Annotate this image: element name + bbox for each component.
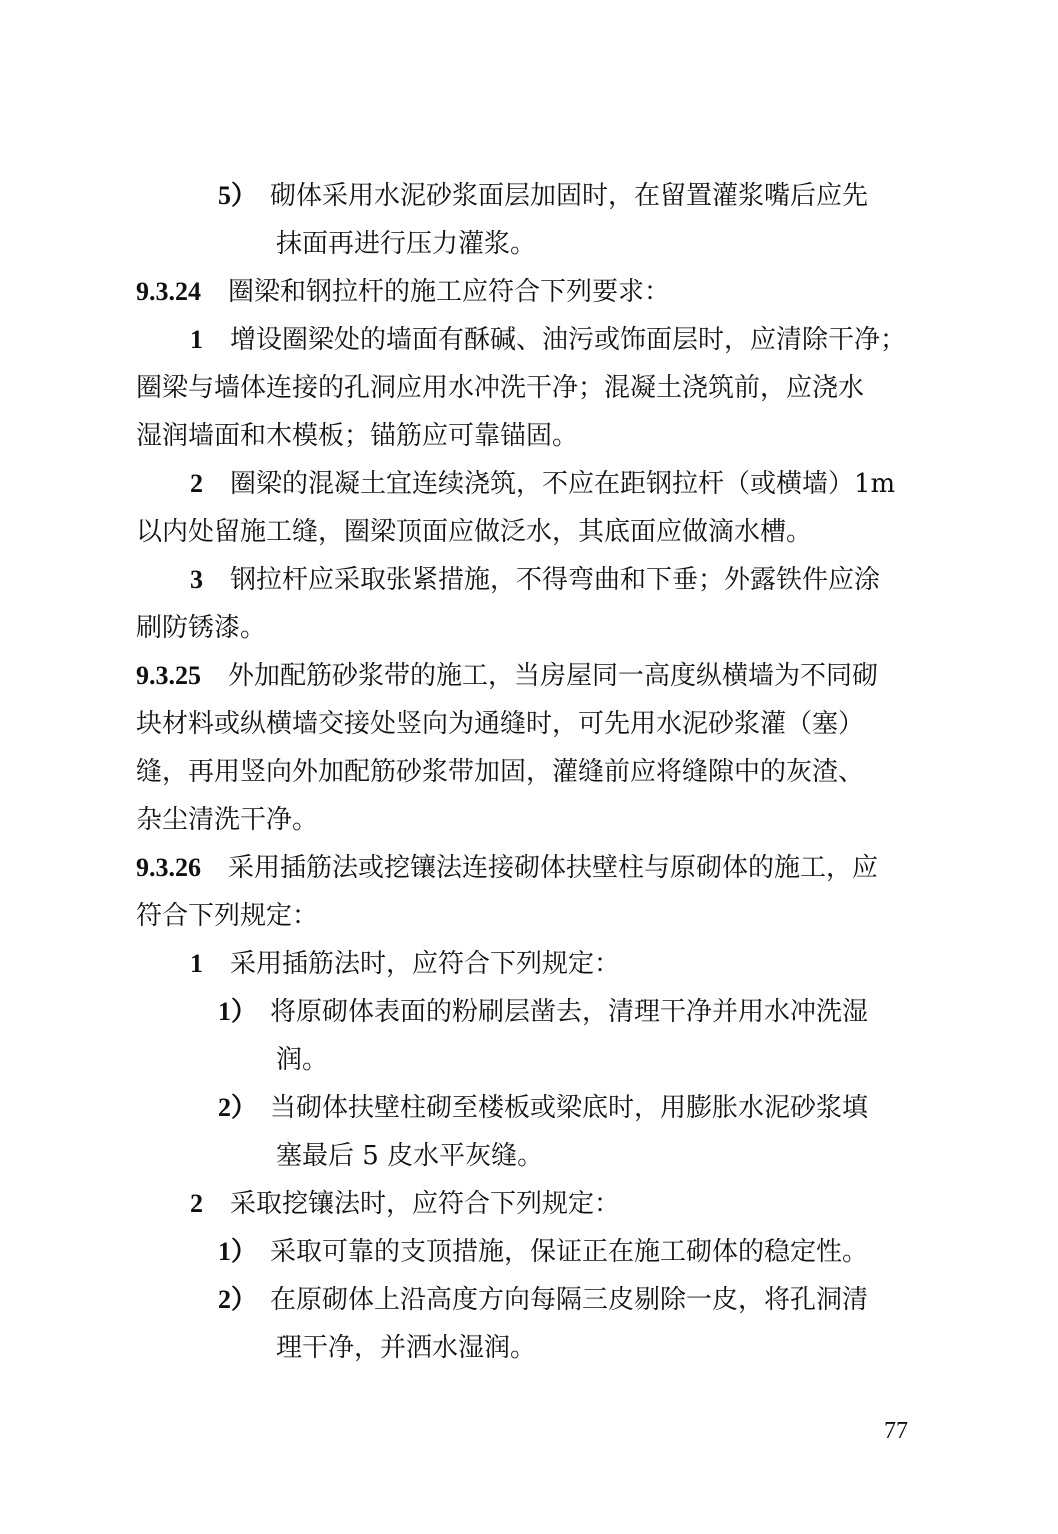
section-number: 9.3.24 [136, 277, 201, 306]
paragraph-continuation: 湿润墙面和木模板；锚筋应可靠锚固。 [136, 421, 579, 451]
section-heading-9-3-25 [136, 659, 878, 693]
paragraph-continuation: 圈梁与墙体连接的孔洞应用水冲洗干净；混凝土浇筑前，应浇水 [136, 373, 865, 403]
paragraph-text: 外加配筋砂浆带的施工，当房屋同一高度纵横墙为不同砌 [228, 661, 879, 691]
paragraph-continuation: 润。 [276, 1045, 329, 1075]
clause-2-line [190, 467, 895, 501]
clause-1-line [190, 323, 906, 357]
paragraph-continuation: 塞最后 5 皮水平灰缝。 [276, 1141, 544, 1171]
paragraph-text: 当砌体扶壁柱砌至楼板或梁底时，用膨胀水泥砂浆填 [270, 1093, 869, 1123]
paragraph-text: 圈梁的混凝土宜连续浇筑，不应在距钢拉杆（或横墙）1m [230, 469, 896, 499]
clause-3-line [190, 563, 880, 597]
list-number: 2） [218, 1285, 258, 1314]
list-number: 1） [218, 1237, 258, 1266]
paragraph-continuation: 理干净，并洒水湿润。 [276, 1333, 537, 1363]
list-item-1-line [218, 995, 868, 1029]
paragraph-text: 采用插筋法或挖镶法连接砌体扶壁柱与原砌体的施工，应 [228, 853, 879, 883]
paragraph-text: 砌体采用水泥砂浆面层加固时，在留置灌浆嘴后应先 [270, 181, 869, 211]
list-item-2-line [218, 1091, 868, 1125]
paragraph-continuation: 以内处留施工缝，圈梁顶面应做泛水，其底面应做滴水槽。 [136, 517, 813, 547]
paragraph-continuation: 符合下列规定： [136, 901, 319, 931]
section-number: 9.3.25 [136, 661, 201, 690]
clause-1-line [190, 947, 620, 981]
paragraph-continuation: 刷防锈漆。 [136, 613, 267, 643]
paragraph-continuation: 抹面再进行压力灌浆。 [276, 229, 537, 259]
paragraph-text: 在原砌体上沿高度方向每隔三皮剔除一皮，将孔洞清 [270, 1285, 869, 1315]
paragraph-text: 采用插筋法时，应符合下列规定： [230, 949, 621, 979]
list-number: 5） [218, 181, 258, 210]
list-number: 2） [218, 1093, 258, 1122]
list-item-5-line [218, 179, 868, 213]
clause-number: 3 [190, 565, 203, 594]
paragraph-continuation: 缝，再用竖向外加配筋砂浆带加固，灌缝前应将缝隙中的灰渣、 [136, 757, 865, 787]
paragraph-text: 圈梁和钢拉杆的施工应符合下列要求： [228, 277, 671, 307]
clause-number: 2 [190, 469, 203, 498]
paragraph-continuation: 块材料或纵横墙交接处竖向为通缝时，可先用水泥砂浆灌（塞） [136, 709, 865, 739]
paragraph-text: 将原砌体表面的粉刷层凿去，清理干净并用水冲洗湿 [270, 997, 869, 1027]
paragraph-text: 采取挖镶法时，应符合下列规定： [230, 1189, 621, 1219]
list-number: 1） [218, 997, 258, 1026]
page-number: 77 [884, 1418, 908, 1444]
clause-number: 2 [190, 1189, 203, 1218]
section-heading-9-3-24 [136, 275, 670, 309]
section-heading-9-3-26 [136, 851, 878, 885]
clause-number: 1 [190, 325, 203, 354]
paragraph-text: 钢拉杆应采取张紧措施，不得弯曲和下垂；外露铁件应涂 [230, 565, 881, 595]
paragraph-text: 增设圈梁处的墙面有酥碱、油污或饰面层时，应清除干净； [230, 325, 907, 355]
list-item-2-line [218, 1283, 868, 1317]
paragraph-text: 采取可靠的支顶措施，保证正在施工砌体的稳定性。 [270, 1237, 869, 1267]
clause-2-line [190, 1187, 620, 1221]
paragraph-continuation: 杂尘清洗干净。 [136, 805, 319, 835]
section-number: 9.3.26 [136, 853, 201, 882]
list-item-1-line [218, 1235, 868, 1269]
clause-number: 1 [190, 949, 203, 978]
